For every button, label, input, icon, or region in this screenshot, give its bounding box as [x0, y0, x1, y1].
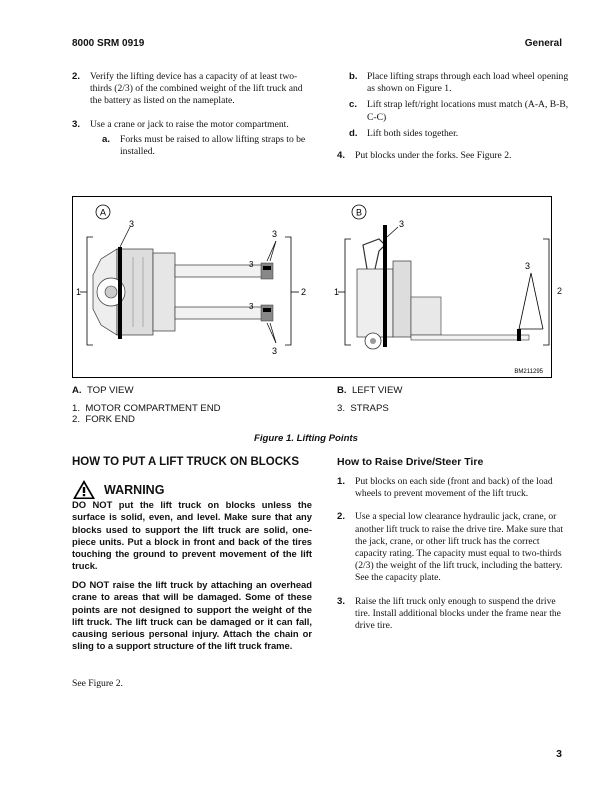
- legend-key: 2.: [72, 414, 81, 425]
- legend-text: STRAPS: [350, 403, 389, 414]
- warning-label: WARNING: [104, 482, 165, 497]
- substep-a: [90, 134, 312, 158]
- substep-letter: c.: [349, 99, 358, 111]
- legend-text: LEFT VIEW: [351, 385, 403, 396]
- step-text: Verify the lifting device has a capacity of at least two-thirds (2/3) of the combined weight of the lift truck and the battery as listed on the nameplate.: [90, 71, 303, 107]
- view-a-label: A: [99, 207, 107, 218]
- substep-letter: b.: [349, 71, 358, 82]
- callout-2-a: 2: [301, 287, 307, 297]
- callout-3-a-lower: 3: [272, 346, 278, 356]
- step-number: 2.: [72, 71, 81, 82]
- figure-lifting-points: [72, 196, 563, 378]
- step-number: 3.: [72, 118, 81, 130]
- substep-text: Lift both sides together.: [367, 127, 459, 139]
- page-number: 3: [556, 748, 562, 760]
- substep-letter: d.: [349, 127, 358, 139]
- figure-reference-code: BM211295: [514, 369, 543, 375]
- substep-c: [337, 99, 572, 123]
- raise-tire-steps: [337, 476, 572, 643]
- section-name: General: [524, 38, 562, 49]
- step-4: [337, 150, 572, 162]
- legend-key: 1.: [72, 403, 81, 414]
- callout-3-b-body: 3: [399, 219, 405, 229]
- step-number: 1.: [337, 476, 346, 487]
- callout-3-a-mid-lower: 3: [249, 302, 254, 311]
- section-heading-raise-tire: How to Raise Drive/Steer Tire: [337, 456, 484, 468]
- substep-text: Place lifting straps through each load wheel opening as shown on Figure 1.: [367, 71, 569, 95]
- substep-text: Lift strap left/right locations must match (A-A, B-B, C-C): [367, 99, 569, 123]
- raise-step-3: [337, 596, 572, 633]
- step-text: Put blocks on each side (front and back) of the load wheels to prevent movement of the lift truck.: [355, 476, 553, 500]
- step-2: [72, 71, 312, 108]
- step-3: [72, 119, 312, 159]
- warning-heading: [72, 479, 164, 500]
- callout-2-b: 2: [557, 286, 563, 296]
- legend-right: [337, 385, 402, 414]
- callout-1-a: 1: [76, 287, 82, 297]
- callout-3-a-upper: 3: [272, 229, 278, 239]
- substep-letter: a.: [102, 133, 111, 145]
- top-right-column: [337, 71, 572, 173]
- legend-key: A.: [72, 385, 82, 396]
- legend-key: B.: [337, 385, 347, 396]
- warning-paragraph-2: DO NOT raise the lift truck by attaching an overhead crane to areas that will be damaged. Some of these points are not designed to support the weight of the lift truck. The lift truck can be damaged or it can fall, causing serious personal injury. Attach the chain or sling to a support structure of the lift truck frame.: [72, 579, 312, 652]
- callout-3-a-body: 3: [129, 219, 135, 229]
- raise-step-2: [337, 511, 572, 584]
- step-number: 3.: [337, 595, 346, 607]
- legend-text: FORK END: [85, 414, 135, 425]
- callout-3-b-fork: 3: [525, 261, 531, 271]
- substep-text: Forks must be raised to allow lifting straps to be installed.: [120, 133, 306, 158]
- substep-d: [337, 128, 572, 140]
- legend-text: MOTOR COMPARTMENT END: [85, 403, 221, 414]
- step-text: Put blocks under the forks. See Figure 2.: [355, 150, 512, 162]
- top-left-column: [72, 71, 312, 169]
- step-number: 2.: [337, 511, 346, 523]
- legend-text: TOP VIEW: [86, 385, 134, 396]
- legend-key: 3.: [337, 403, 346, 414]
- step-text: Use a crane or jack to raise the motor compartment.: [90, 118, 289, 130]
- callout-1-b: 1: [334, 287, 340, 297]
- step-number: 4.: [337, 150, 346, 162]
- lifting-points-illustration: [73, 197, 551, 377]
- raise-step-1: [337, 476, 572, 500]
- substep-b: [337, 71, 572, 95]
- step-text: Raise the lift truck only enough to suspend the drive tire. Install additional blocks under the frame near the drive tire.: [355, 595, 561, 632]
- section-heading-blocks: HOW TO PUT A LIFT TRUCK ON BLOCKS: [72, 456, 300, 468]
- see-figure-note: See Figure 2.: [72, 678, 123, 689]
- legend-left: [72, 385, 221, 425]
- manual-id: 8000 SRM 0919: [72, 38, 145, 49]
- warning-triangle-icon: [72, 479, 96, 500]
- figure-caption: Figure 1. Lifting Points: [254, 433, 358, 444]
- callout-3-a-mid-upper: 3: [249, 260, 254, 269]
- step-text: Use a special low clearance hydraulic jack, crane, or another lift truck to raise the drive tire. Make sure that the jack, crane, or other lift truck has the correct capacity rating. The capacity must equal to two-thirds (2/3) the weight of the lift truck, including the battery. See the capacity plate.: [355, 511, 564, 584]
- view-b-label: B: [355, 207, 363, 218]
- warning-paragraph-1: DO NOT put the lift truck on blocks unless the surface is solid, even, and level. Make sure that any blocks used to support the lift truck are solid, one-piece units. Put a block in front and back of the tires touching the ground to prevent movement of the lift truck.: [72, 499, 312, 572]
